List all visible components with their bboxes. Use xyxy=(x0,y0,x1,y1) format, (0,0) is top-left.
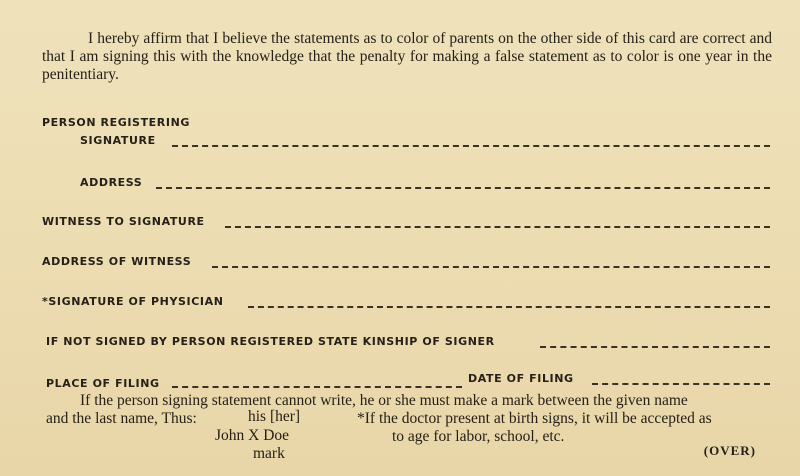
kinship-line[interactable] xyxy=(540,346,770,348)
physician-signature-label: *SIGNATURE OF PHYSICIAN xyxy=(42,295,224,308)
kinship-label: IF NOT SIGNED BY PERSON REGISTERED STATE KINSHIP OF SIGNER xyxy=(46,335,495,348)
signature-label: SIGNATURE xyxy=(80,134,156,147)
date-of-filing-label: DATE OF FILING xyxy=(468,372,574,385)
place-of-filing-label: PLACE OF FILING xyxy=(46,377,160,390)
witness-address-label: ADDRESS OF WITNESS xyxy=(42,255,192,268)
mark-instruction-line1: If the person signing statement cannot write, he or she must make a mark between the given name xyxy=(80,392,688,409)
example-his-her: his [her] xyxy=(248,408,301,425)
example-mark: mark xyxy=(253,445,285,462)
example-name: John X Doe xyxy=(215,427,290,444)
date-of-filing-line[interactable] xyxy=(592,383,770,385)
mark-instruction-line2: and the last name, Thus: xyxy=(46,410,197,427)
witness-signature-label: WITNESS TO SIGNATURE xyxy=(42,215,205,228)
physician-signature-line[interactable] xyxy=(248,306,770,308)
place-of-filing-line[interactable] xyxy=(172,386,462,388)
person-registering-heading: PERSON REGISTERING xyxy=(42,116,190,129)
witness-signature-line[interactable] xyxy=(225,226,770,228)
over-indicator: (OVER) xyxy=(703,443,756,458)
doctor-note-line1: *If the doctor present at birth signs, it will be accepted as xyxy=(357,410,712,427)
affirmation-statement: I hereby affirm that I believe the statements as to color of parents on the other side of this card are correct and that I am signing this with the knowledge that the penalty for making a false statement as to color is one year in the penitentiary. xyxy=(42,30,772,83)
witness-address-line[interactable] xyxy=(212,266,770,268)
doctor-note-line2: to age for labor, school, etc. xyxy=(392,428,565,445)
address-label: ADDRESS xyxy=(80,176,143,189)
address-line[interactable] xyxy=(156,187,770,189)
signature-line[interactable] xyxy=(172,145,770,147)
